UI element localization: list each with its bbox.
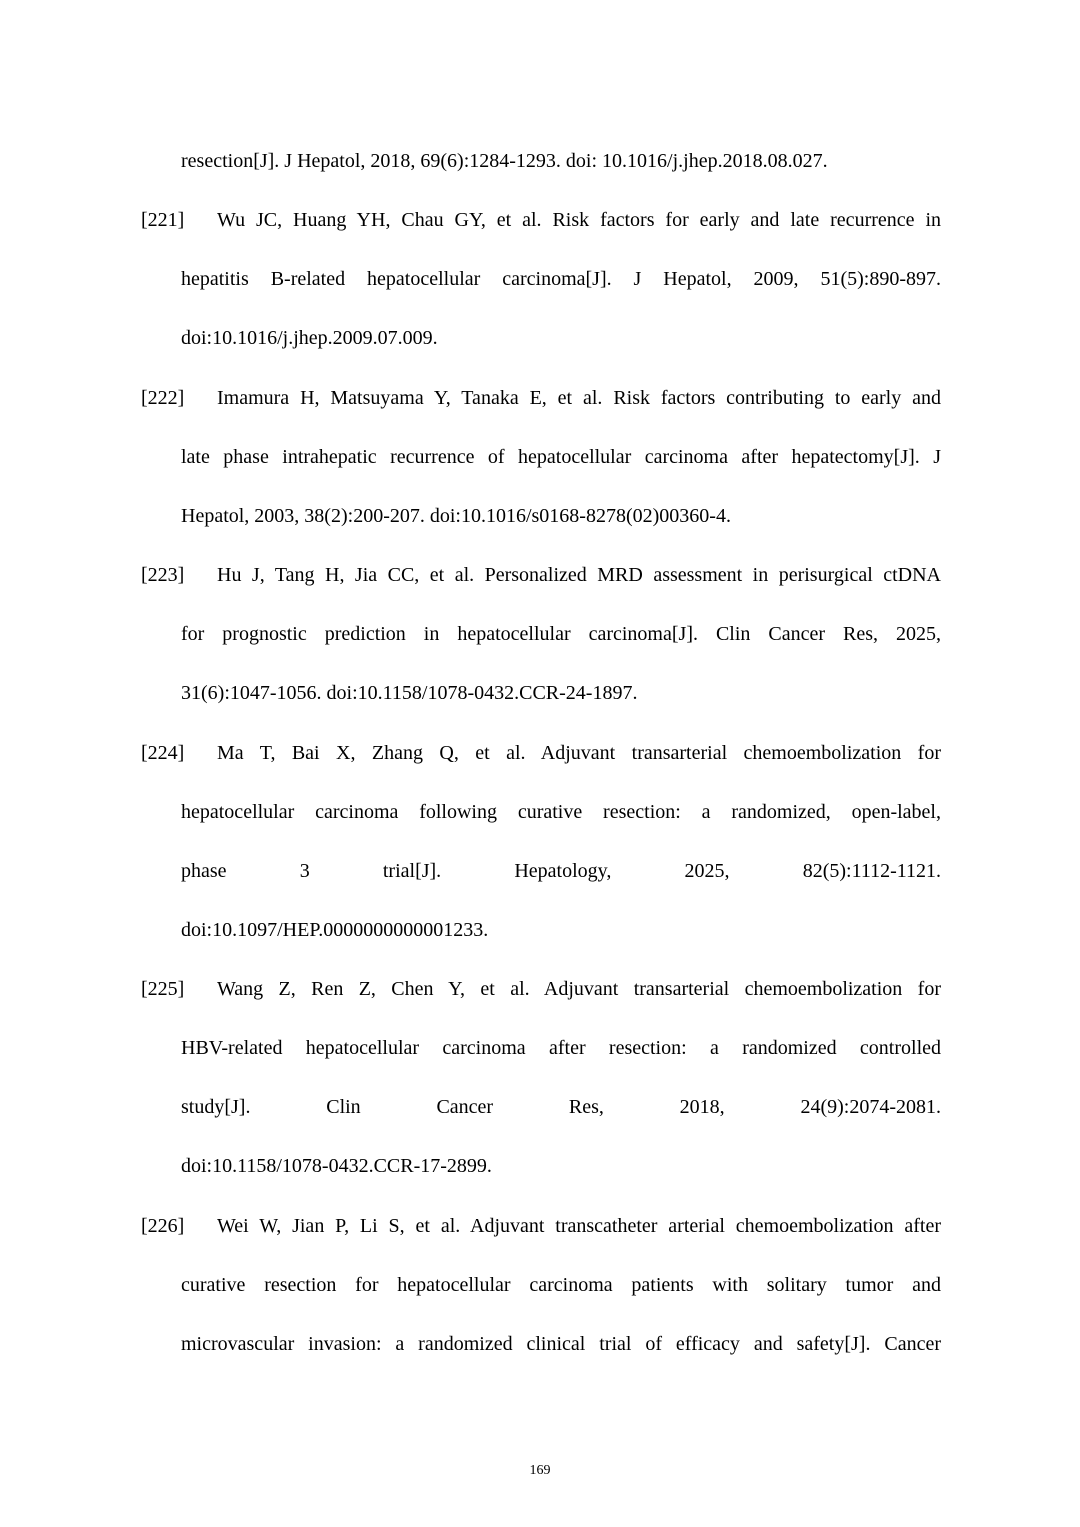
reference-line: 31(6):1047-1056. doi:10.1158/1078-0432.CCR-24-1897. xyxy=(181,682,638,704)
reference-line: HBV-related hepatocellular carcinoma after resection: a randomized controlled xyxy=(181,1037,941,1059)
reference-line: Hu J, Tang H, Jia CC, et al. Personalized MRD assessment in perisurgical ctDNA xyxy=(217,564,941,586)
reference-number: [226] xyxy=(141,1215,185,1237)
reference-number: [221] xyxy=(141,209,185,231)
reference-line: Imamura H, Matsuyama Y, Tanaka E, et al. Risk factors contributing to early and xyxy=(217,387,941,409)
reference-number: [222] xyxy=(141,387,185,409)
reference-number: [224] xyxy=(141,742,185,764)
reference-number: [225] xyxy=(141,978,185,1000)
reference-line: curative resection for hepatocellular carcinoma patients with solitary tumor and xyxy=(181,1274,941,1296)
page-number: 169 xyxy=(529,1463,551,1478)
reference-line: microvascular invasion: a randomized clinical trial of efficacy and safety[J]. Cancer xyxy=(181,1333,941,1355)
reference-line: hepatitis B-related hepatocellular carcinoma[J]. J Hepatol, 2009, 51(5):890-897. xyxy=(181,268,941,290)
reference-line: hepatocellular carcinoma following curative resection: a randomized, open-label, xyxy=(181,801,941,823)
reference-line: phase 3 trial[J]. Hepatology, 2025, 82(5):1112-1121. xyxy=(181,860,941,882)
reference-line: Wei W, Jian P, Li S, et al. Adjuvant transcatheter arterial chemoembolization after xyxy=(217,1215,941,1237)
reference-line: Wu JC, Huang YH, Chau GY, et al. Risk factors for early and late recurrence in xyxy=(217,209,941,231)
reference-line: late phase intrahepatic recurrence of hepatocellular carcinoma after hepatectomy[J]. J xyxy=(181,446,941,468)
reference-220-continuation: resection[J]. J Hepatol, 2018, 69(6):1284-1293. doi: 10.1016/j.jhep.2018.08.027. xyxy=(181,150,828,172)
reference-line: doi:10.1097/HEP.0000000000001233. xyxy=(181,919,489,941)
reference-line: Ma T, Bai X, Zhang Q, et al. Adjuvant transarterial chemoembolization for xyxy=(217,742,941,764)
reference-line: study[J]. Clin Cancer Res, 2018, 24(9):2074-2081. xyxy=(181,1096,941,1118)
reference-line: for prognostic prediction in hepatocellular carcinoma[J]. Clin Cancer Res, 2025, xyxy=(181,623,941,645)
reference-line: doi:10.1158/1078-0432.CCR-17-2899. xyxy=(181,1155,492,1177)
reference-line: Wang Z, Ren Z, Chen Y, et al. Adjuvant transarterial chemoembolization for xyxy=(217,978,941,1000)
reference-number: [223] xyxy=(141,564,185,586)
reference-line: doi:10.1016/j.jhep.2009.07.009. xyxy=(181,327,438,349)
reference-line: Hepatol, 2003, 38(2):200-207. doi:10.1016/s0168-8278(02)00360-4. xyxy=(181,505,731,527)
